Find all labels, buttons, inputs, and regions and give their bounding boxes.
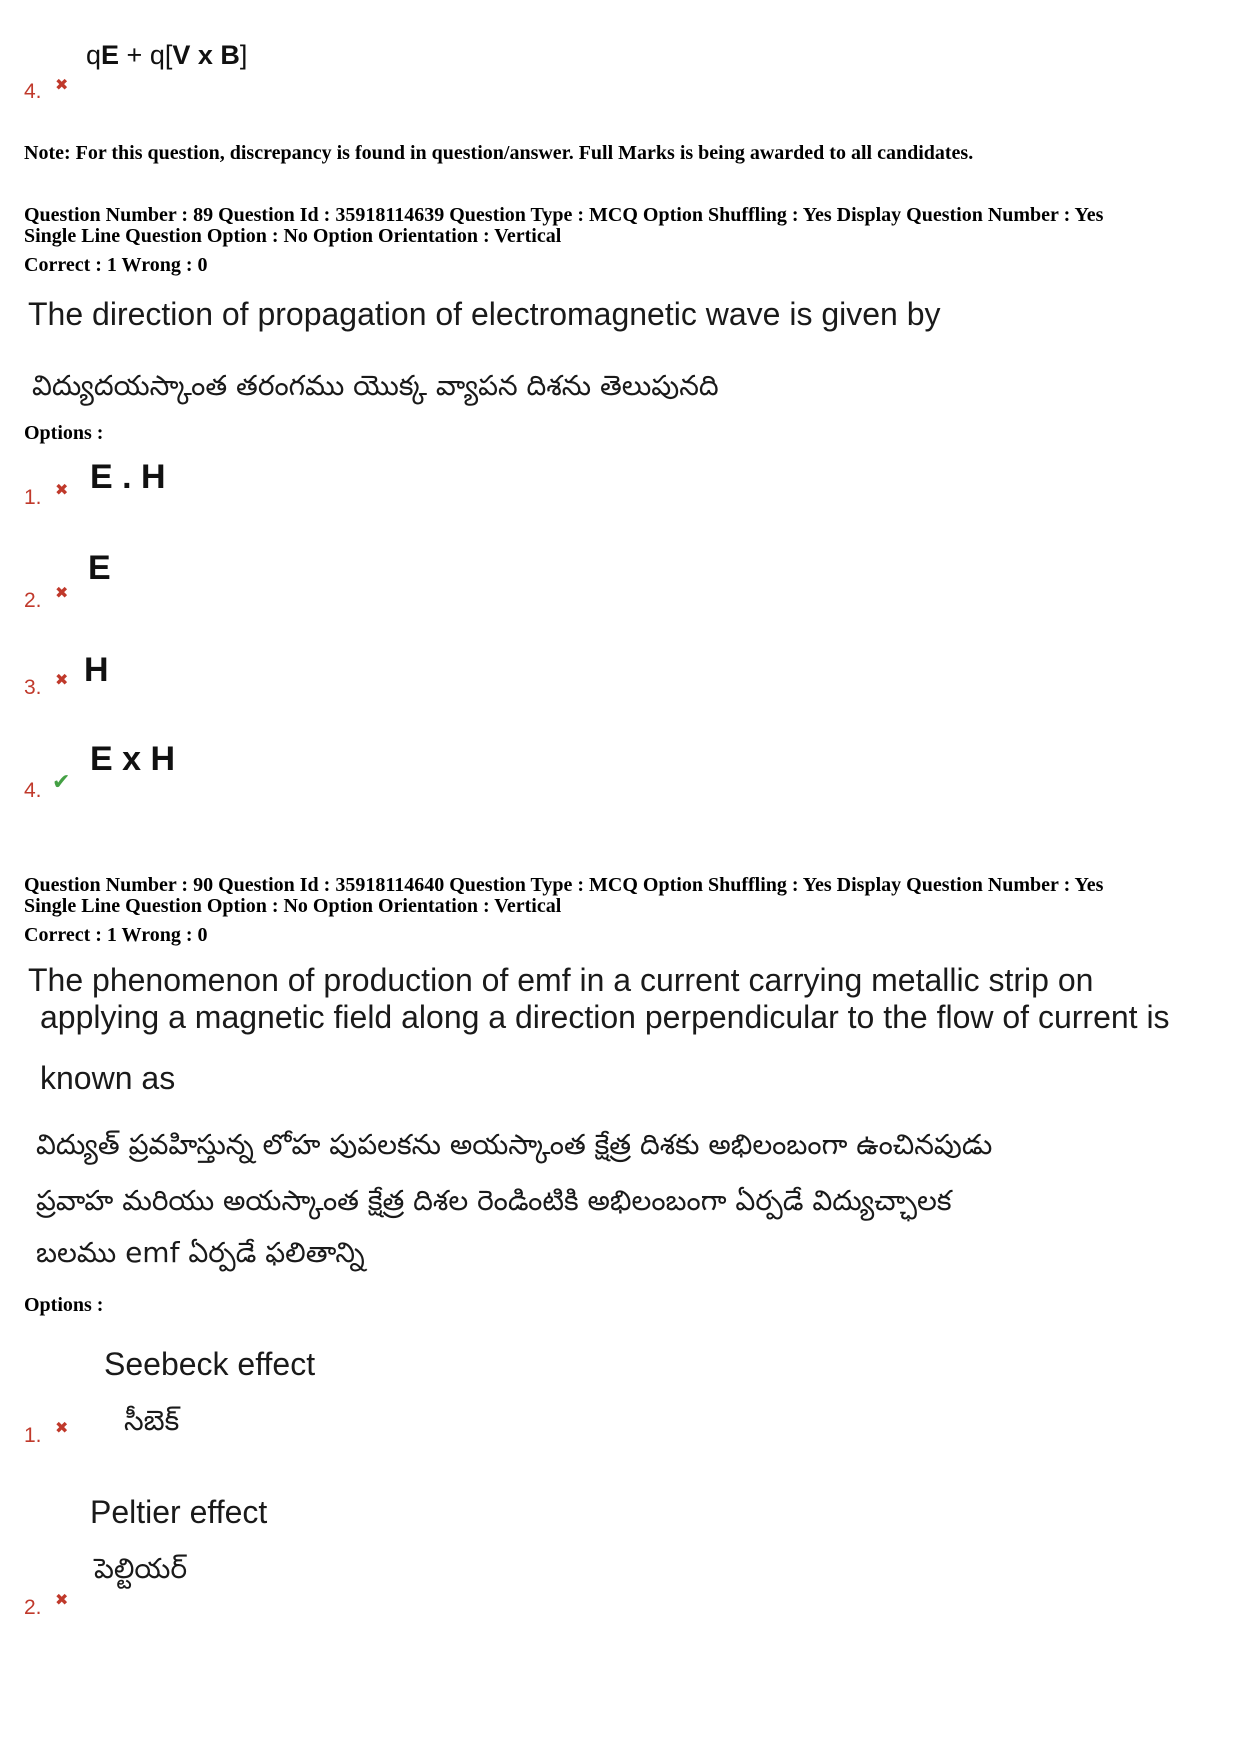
q90-text-en-line2: applying a magnetic field along a direction perpendicular to the flow of current is [40, 999, 1170, 1035]
discrepancy-note: Note: For this question, discrepancy is found in question/answer. Full Marks is being awarded to all candidates. [24, 142, 974, 164]
q90-option-1-text-te: సీబెక్ [124, 1404, 180, 1437]
q90-option-2-text-en: Peltier effect [90, 1494, 268, 1530]
formula-part: E [101, 40, 120, 70]
prev-option-4-formula [86, 40, 247, 71]
check-icon: ✔ [52, 770, 71, 795]
q90-marks: Correct : 1 Wrong : 0 [24, 924, 208, 946]
q90-meta-line2: Single Line Question Option : No Option Orientation : Vertical [24, 895, 562, 917]
q90-options-label: Options : [24, 1294, 104, 1316]
cross-icon: ✖ [55, 1418, 69, 1437]
q90-text-en-line3: known as [40, 1060, 176, 1096]
prev-option-4-number: 4. [24, 80, 42, 103]
q90-option-2-number: 2. [24, 1596, 42, 1619]
cross-icon: ✖ [55, 480, 69, 499]
q89-option-1-text: E . H [90, 458, 166, 496]
q89-text-te: విద్యుదయస్కాంత తరంగము యొక్క వ్యాపన దిశను తెలుపునది [32, 369, 719, 402]
cross-icon: ✖ [55, 1590, 69, 1609]
q89-option-4-text: E x H [90, 740, 176, 778]
q90-meta-line1: Question Number : 90 Question Id : 35918114640 Question Type : MCQ Option Shuffling : Yes Display Question Number : Yes [24, 874, 1104, 896]
q89-option-4-number: 4. [24, 779, 42, 802]
formula-part: V x B [172, 40, 240, 70]
q89-option-2-text: E [88, 549, 111, 587]
formula-part: ] [239, 40, 248, 70]
q89-marks: Correct : 1 Wrong : 0 [24, 254, 208, 276]
q90-text-te-line1: విద్యుత్ ప్రవహిస్తున్న లోహ పుపలకను అయస్కాంత క్షేత్ర దిశకు అభిలంబంగా ఉంచినపుడు [36, 1128, 993, 1161]
q89-text-en: The direction of propagation of electromagnetic wave is given by [28, 296, 941, 332]
cross-icon: ✖ [55, 75, 69, 94]
q89-meta-line1: Question Number : 89 Question Id : 35918114639 Question Type : MCQ Option Shuffling : Yes Display Question Number : Yes [24, 204, 1104, 226]
cross-icon: ✖ [55, 583, 69, 602]
q89-meta-line2: Single Line Question Option : No Option Orientation : Vertical [24, 225, 562, 247]
q90-option-1-number: 1. [24, 1424, 42, 1447]
q89-option-1-number: 1. [24, 486, 42, 509]
q90-text-te-line2: ప్రవాహ మరియు అయస్కాంత క్షేత్ర దిశల రెండింటికి అభిలంబంగా ఏర్పడే విద్యుచ్ఛాలక [36, 1184, 952, 1217]
q89-option-3-number: 3. [24, 676, 42, 699]
q90-text-en-line1: The phenomenon of production of emf in a current carrying metallic strip on [28, 962, 1094, 998]
q89-option-3-text: H [84, 651, 109, 689]
q90-option-2-text-te: పెల్టియర్ [94, 1552, 188, 1585]
formula-part: + q[ [119, 40, 173, 70]
formula-part: q [86, 40, 102, 70]
q90-text-te-line3: బలము emf ఏర్పడే ఫలితాన్ని [36, 1236, 365, 1269]
q90-option-1-text-en: Seebeck effect [104, 1346, 316, 1382]
q89-options-label: Options : [24, 422, 104, 444]
cross-icon: ✖ [55, 670, 69, 689]
q89-option-2-number: 2. [24, 589, 42, 612]
